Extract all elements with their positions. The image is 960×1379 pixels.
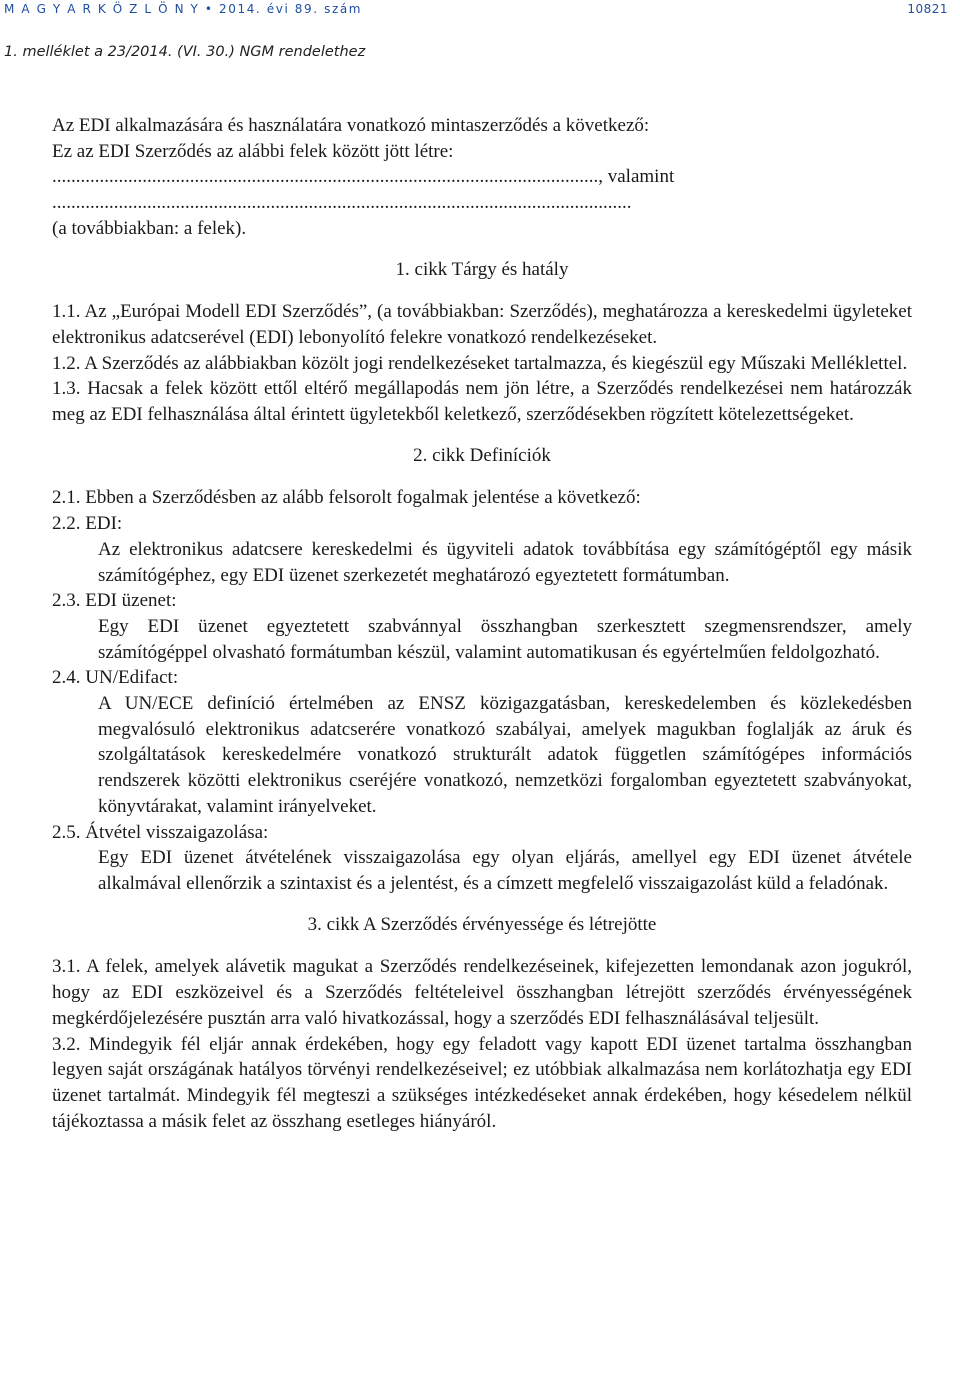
intro-line: Ez az EDI Szerződés az alábbi felek között jött létre:	[52, 140, 454, 162]
definition-body: Egy EDI üzenet átvételének visszaigazolása egy olyan eljárás, amellyel egy EDI üzenet átvétele alkalmával ellenőrzik a szintaxist és a jelentést, és a címzett megfelelő visszaigazolást küld a feladónak.	[98, 847, 912, 894]
journal-title: M A G Y A R K Ö Z L Ö N Y • 2014. évi 89. szám	[4, 2, 363, 16]
definition-term: 2.4. UN/Edifact:	[52, 667, 179, 689]
paragraph-3-2: 3.2. Mindegyik fél eljár annak érdekében, hogy egy feladott vagy kapott EDI üzenet tartalma összhangban legyen saját országának hatályos törvényi rendelkezéseivel; ez utóbbiak alkalmazása nem korlátozhatja egy EDI üzenet tartalmát. Mindegyik fél megteszi a szükséges intézkedéseket annak érdekében, hogy késedelem nélkül tájékoztassa a másik felet az összhang esetleges hiányáról.	[52, 1033, 912, 1132]
definition-body: Egy EDI üzenet egyeztetett szabvánnyal összhangban szerkesztett szegmensrendszer, amely számítógéppel olvasható formátumban készül, valamint automatikusan és egyértelműen feldolgozható.	[98, 615, 912, 663]
page-number: 10821	[907, 2, 948, 16]
definition-term: 2.3. EDI üzenet:	[52, 590, 177, 612]
definition-term: 2.5. Átvétel visszaigazolása:	[52, 821, 269, 843]
paragraph-2-1: 2.1. Ebben a Szerződésben az alább felsorolt fogalmak jelentése a következő:	[52, 487, 641, 509]
definition-body: Az elektronikus adatcsere kereskedelmi és ügyviteli adatok továbbítása egy számítógéptől egy másik számítógéphez, egy EDI üzenet szerkezetét meghatározó egyeztetett formátumban.	[98, 538, 912, 586]
document-body	[52, 113, 912, 1134]
article-1-heading: 1. cikk Tárgy és hatály	[395, 258, 569, 280]
paragraph-1-1: 1.1. Az „Európai Modell EDI Szerződés”, (a továbbiakban: Szerződés), meghatározza a kereskedelmi ügyleteket elektronikus adatcserével (EDI) lebonyolító felekre vonatkozó rendelkezéseket.	[52, 301, 912, 348]
intro-dotted-line: ..........................................................................................................................	[52, 192, 632, 214]
definition-term: 2.2. EDI:	[52, 513, 123, 535]
paragraph-1-2: 1.2. A Szerződés az alábbiakban közölt jogi rendelkezéseket tartalmazza, és kiegészül egy Műszaki Melléklettel.	[52, 352, 908, 374]
intro-dotted-line: ..................................................................................................................., valamint	[52, 166, 675, 188]
paragraph-1-3: 1.3. Hacsak a felek között ettől eltérő megállapodás nem jön létre, a Szerződés rendelkezései nem határozzák meg az EDI felhasználása által érintett ügyletekből keletkező, szerződésekben rögzített kötelezettségeket.	[52, 378, 912, 426]
intro-line: Az EDI alkalmazására és használatára vonatkozó mintaszerződés a következő:	[52, 115, 650, 136]
intro-line: (a továbbiakban: a felek).	[52, 217, 247, 239]
page-header	[0, 0, 960, 18]
article-2-heading: 2. cikk Definíciók	[413, 444, 551, 466]
article-3-heading: 3. cikk A Szerződés érvényessége és létrejötte	[307, 913, 657, 935]
definition-body: A UN/ECE definíció értelmében az ENSZ közigazgatásban, kereskedelemben és közlekedésben megvalósuló elektronikus adatcserére vonatkozó szabályai, amelyek magukban foglalják az áruk és szolgáltatások kereskedelmére vonatkozó strukturált adatok független számítógépes információs rendszerek közötti elektronikus cseréjére vonatkozó, nemzetközi forgalomban egyeztetett szabványokat, könyvtárakat, valamint irányelveket.	[98, 693, 912, 817]
annex-title: 1. melléklet a 23/2014. (VI. 30.) NGM rendelethez	[4, 44, 366, 60]
paragraph-3-1: 3.1. A felek, amelyek alávetik magukat a Szerződés rendelkezéseinek, kifejezetten lemondanak azon jogukról, hogy az EDI eszközeivel és a Szerződés feltételeivel összhangban létrejött szerződés érvényességének megkérdőjelezésére pusztán arra való hivatkozással, hogy a szerződés EDI felhasználásával teljesült.	[52, 956, 912, 1029]
